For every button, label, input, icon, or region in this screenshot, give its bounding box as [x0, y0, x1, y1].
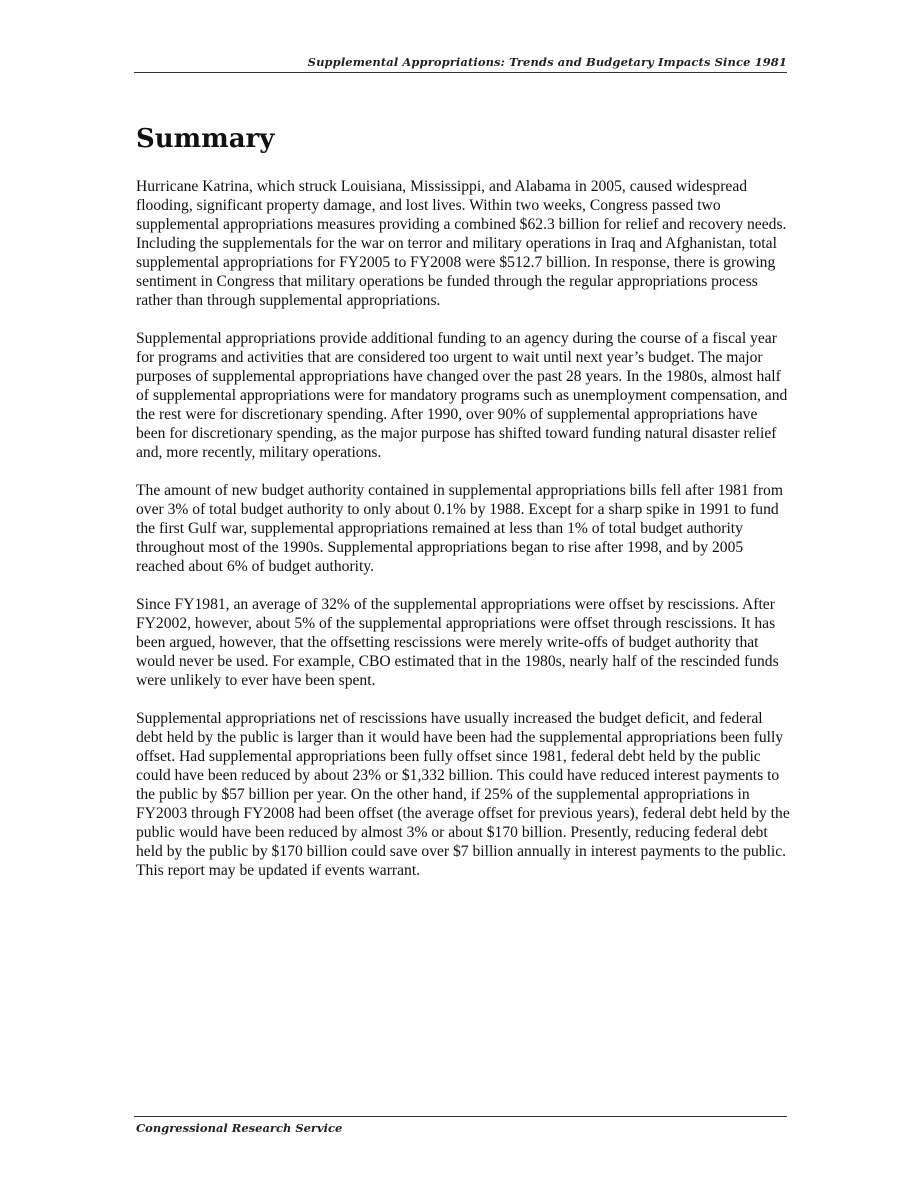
- paragraph-budget-authority: The amount of new budget authority contained in supplemental appropriations bills fell after 1981 from over 3% of total budget authority to only about 0.1% by 1988. Except for a sharp spike in 1991 to fund the first Gulf war, supplemental appropriations remained at less than 1% of total budget authority throughout most of the 1990s. Supplemental appropriations began to rise after 1998, and by 2005 reached about 6% of budget authority.: [136, 482, 783, 575]
- footer-divider: [134, 1116, 787, 1117]
- footer-source: Congressional Research Service: [136, 1121, 343, 1135]
- paragraph-purpose: Supplemental appropriations provide additional funding to an agency during the course of a fiscal year for programs and activities that are considered too urgent to wait until next year’s budget. The major purposes of supplemental appropriations have changed over the past 28 years. In the 1980s, almost half of supplemental appropriations were for mandatory programs such as unemployment compensation, and the rest were for discretionary spending. After 1990, over 90% of supplemental appropriations have been for discretionary spending, as the major purpose has shifted toward funding natural disaster relief and, more recently, military operations.: [136, 330, 788, 461]
- paragraph-rescissions: Since FY1981, an average of 32% of the supplemental appropriations were offset by rescissions. After FY2002, however, about 5% of the supplemental appropriations were offset through rescissions. It has been argued, however, that the offsetting rescissions were merely write-offs of budget authority that would never be used. For example, CBO estimated that in the 1980s, nearly half of the rescinded funds were unlikely to ever have been spent.: [136, 596, 779, 689]
- paragraph-debt-impact: Supplemental appropriations net of rescissions have usually increased the budget deficit, and federal debt held by the public is larger than it would have been had the supplemental appropriations been fully offset. Had supplemental appropriations been fully offset since 1981, federal debt held by the public could have been reduced by about 23% or $1,332 billion. This could have reduced interest payments to the public by $57 billion per year. On the other hand, if 25% of the supplemental appropriations in FY2003 through FY2008 had been offset (the average offset for previous years), federal debt held by the public would have been reduced by almost 3% or about $170 billion. Presently, reducing federal debt held by the public by $170 billion could save over $7 billion annually in interest payments to the public. This report may be updated if events warrant.: [136, 710, 790, 879]
- paragraph-hurricane-katrina: Hurricane Katrina, which struck Louisiana, Mississippi, and Alabama in 2005, caused widespread flooding, significant property damage, and lost lives. Within two weeks, Congress passed two supplemental appropriations measures providing a combined $62.3 billion for relief and recovery needs. Including the supplementals for the war on terror and military operations in Iraq and Afghanistan, total supplemental appropriations for FY2005 to FY2008 were $512.7 billion. In response, there is growing sentiment in Congress that military operations be funded through the regular appropriations process rather than through supplemental appropriations.: [136, 178, 787, 309]
- summary-body: [136, 177, 790, 899]
- page-title: Summary: [136, 124, 275, 154]
- header-divider: [134, 72, 787, 73]
- running-header: Supplemental Appropriations: Trends and Budgetary Impacts Since 1981: [307, 55, 787, 69]
